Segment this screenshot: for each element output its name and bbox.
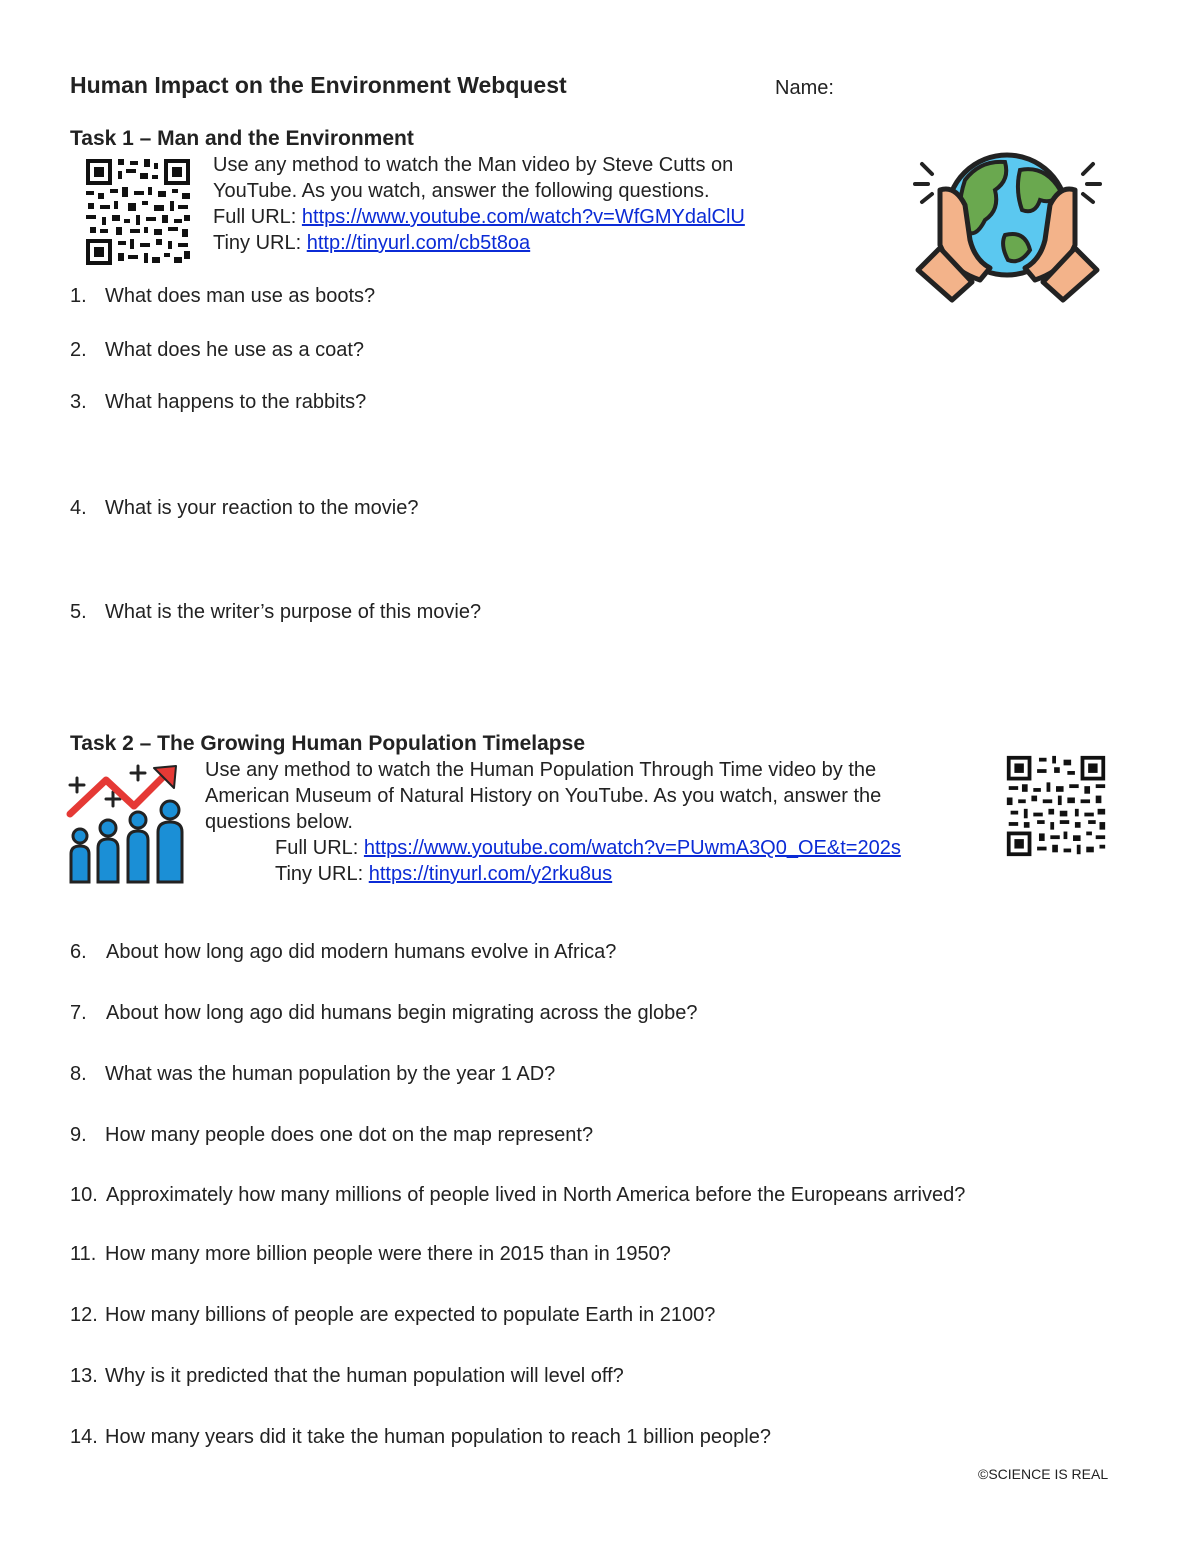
question-11	[70, 1243, 671, 1266]
full-url-label: Full URL:	[275, 837, 364, 859]
name-label: Name:	[775, 77, 834, 99]
tiny-url-label: Tiny URL:	[213, 232, 307, 254]
task1-heading: Task 1 – Man and the Environment	[70, 127, 414, 150]
question-9	[70, 1124, 593, 1147]
population-growth-icon	[66, 762, 188, 884]
copyright-notice: ©SCIENCE IS REAL	[978, 1466, 1109, 1482]
question-number: 6.	[70, 941, 87, 963]
question-number: 4.	[70, 497, 87, 519]
full-url-label: Full URL:	[213, 206, 302, 228]
question-14	[70, 1426, 771, 1449]
question-text: Why is it predicted that the human population will level off?	[105, 1365, 624, 1387]
task2-intro-line2: American Museum of Natural History on YouTube. As you watch, answer the	[205, 785, 882, 807]
question-1	[70, 285, 375, 308]
question-13	[70, 1365, 624, 1388]
question-text: About how long ago did modern humans evolve in Africa?	[106, 941, 617, 963]
task1-full-url-link[interactable]: https://www.youtube.com/watch?v=WfGMYdalClU	[301, 206, 745, 228]
question-12	[70, 1304, 715, 1327]
question-number: 11.	[70, 1243, 97, 1265]
question-number: 9.	[70, 1124, 87, 1146]
task2-tiny-url-link[interactable]: https://tinyurl.com/y2rku8us	[368, 863, 613, 885]
qr-code-icon	[1004, 754, 1108, 858]
question-number: 1.	[70, 285, 87, 307]
question-text: Approximately how many millions of people lived in North America before the Europeans arrived?	[106, 1184, 966, 1206]
question-text: How many people does one dot on the map represent?	[105, 1124, 594, 1146]
question-text: What does man use as boots?	[105, 285, 376, 307]
task2-intro-line3: questions below.	[205, 811, 353, 833]
question-8	[70, 1063, 555, 1086]
question-number: 5.	[70, 601, 87, 623]
task1-tiny-url-link[interactable]: http://tinyurl.com/cb5t8oa	[306, 232, 531, 254]
task2-heading: Task 2 – The Growing Human Population Timelapse	[70, 732, 585, 755]
question-number: 7.	[70, 1002, 87, 1024]
task2-intro	[205, 757, 901, 887]
question-number: 2.	[70, 339, 87, 361]
qr-code-icon	[84, 157, 192, 267]
question-4	[70, 497, 418, 520]
task1-tiny-url-row	[213, 230, 745, 256]
task1-intro-line1: Use any method to watch the Man video by Steve Cutts on	[213, 154, 734, 176]
question-number: 14.	[70, 1426, 98, 1448]
globe-in-hands-icon	[910, 150, 1105, 305]
question-2	[70, 339, 364, 362]
task2-full-url-link[interactable]: https://www.youtube.com/watch?v=PUwmA3Q0_OE&t=202s	[363, 837, 901, 859]
question-text: About how long ago did humans begin migrating across the globe?	[106, 1002, 698, 1024]
question-number: 10.	[70, 1184, 98, 1206]
question-number: 8.	[70, 1063, 87, 1085]
question-text: How many years did it take the human population to reach 1 billion people?	[105, 1426, 771, 1448]
question-5	[70, 601, 481, 624]
question-text: What is your reaction to the movie?	[105, 497, 419, 519]
question-number: 12.	[70, 1304, 98, 1326]
question-text: What was the human population by the year 1 AD?	[105, 1063, 556, 1085]
question-6	[70, 941, 616, 964]
question-text: What happens to the rabbits?	[105, 391, 367, 413]
task1-intro-line2: YouTube. As you watch, answer the following questions.	[213, 180, 710, 202]
question-text: What is the writer’s purpose of this movie?	[105, 601, 482, 623]
question-7	[70, 1002, 698, 1025]
question-10	[70, 1184, 965, 1207]
tiny-url-label: Tiny URL:	[275, 863, 369, 885]
task1-intro	[213, 152, 745, 256]
question-number: 3.	[70, 391, 87, 413]
page-title: Human Impact on the Environment Webquest	[70, 72, 567, 98]
question-number: 13.	[70, 1365, 98, 1387]
question-text: How many billions of people are expected to populate Earth in 2100?	[105, 1304, 716, 1326]
task2-intro-line1: Use any method to watch the Human Population Through Time video by the	[205, 759, 877, 781]
task2-tiny-url-row	[205, 861, 901, 887]
question-3	[70, 391, 366, 414]
task2-full-url-row	[205, 835, 901, 861]
question-text: What does he use as a coat?	[105, 339, 365, 361]
task1-full-url-row	[213, 204, 745, 230]
question-text: How many more billion people were there in 2015 than in 1950?	[105, 1243, 671, 1265]
